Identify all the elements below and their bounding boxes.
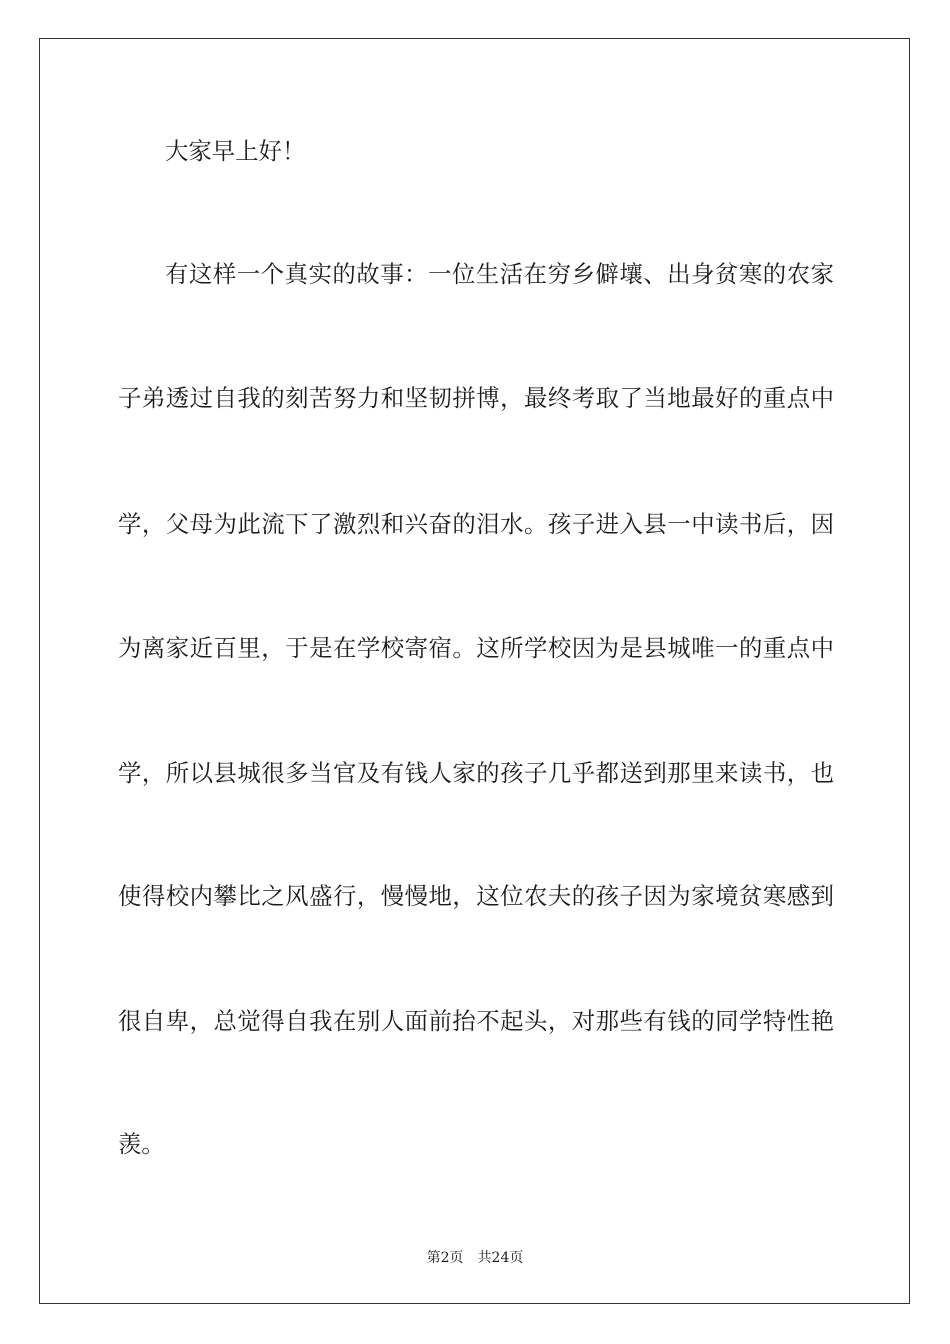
body-line-2: 子弟透过自我的刻苦努力和坚韧拼博，最终考取了当地最好的重点中 bbox=[118, 384, 834, 412]
page-footer bbox=[0, 1249, 950, 1267]
page-number: 第2页 bbox=[426, 1250, 464, 1266]
body-line-4: 为离家近百里，于是在学校寄宿。这所学校因为是县城唯一的重点中 bbox=[118, 634, 834, 662]
page-total: 共24页 bbox=[477, 1250, 524, 1266]
body-line-1: 有这样一个真实的故事：一位生活在穷乡僻壤、出身贫寒的农家 bbox=[165, 260, 834, 288]
body-line-3: 学，父母为此流下了激烈和兴奋的泪水。孩子进入县一中读书后，因 bbox=[118, 510, 834, 538]
body-line-6: 使得校内攀比之风盛行，慢慢地，这位农夫的孩子因为家境贫寒感到 bbox=[118, 882, 834, 910]
greeting-line: 大家早上好！ bbox=[165, 137, 306, 165]
body-line-5: 学，所以县城很多当官及有钱人家的孩子几乎都送到那里来读书，也 bbox=[118, 759, 834, 787]
body-line-8: 羡。 bbox=[118, 1130, 165, 1158]
body-line-7: 很自卑，总觉得自我在别人面前抬不起头，对那些有钱的同学特性艳 bbox=[118, 1007, 834, 1035]
page-frame bbox=[39, 38, 910, 1304]
